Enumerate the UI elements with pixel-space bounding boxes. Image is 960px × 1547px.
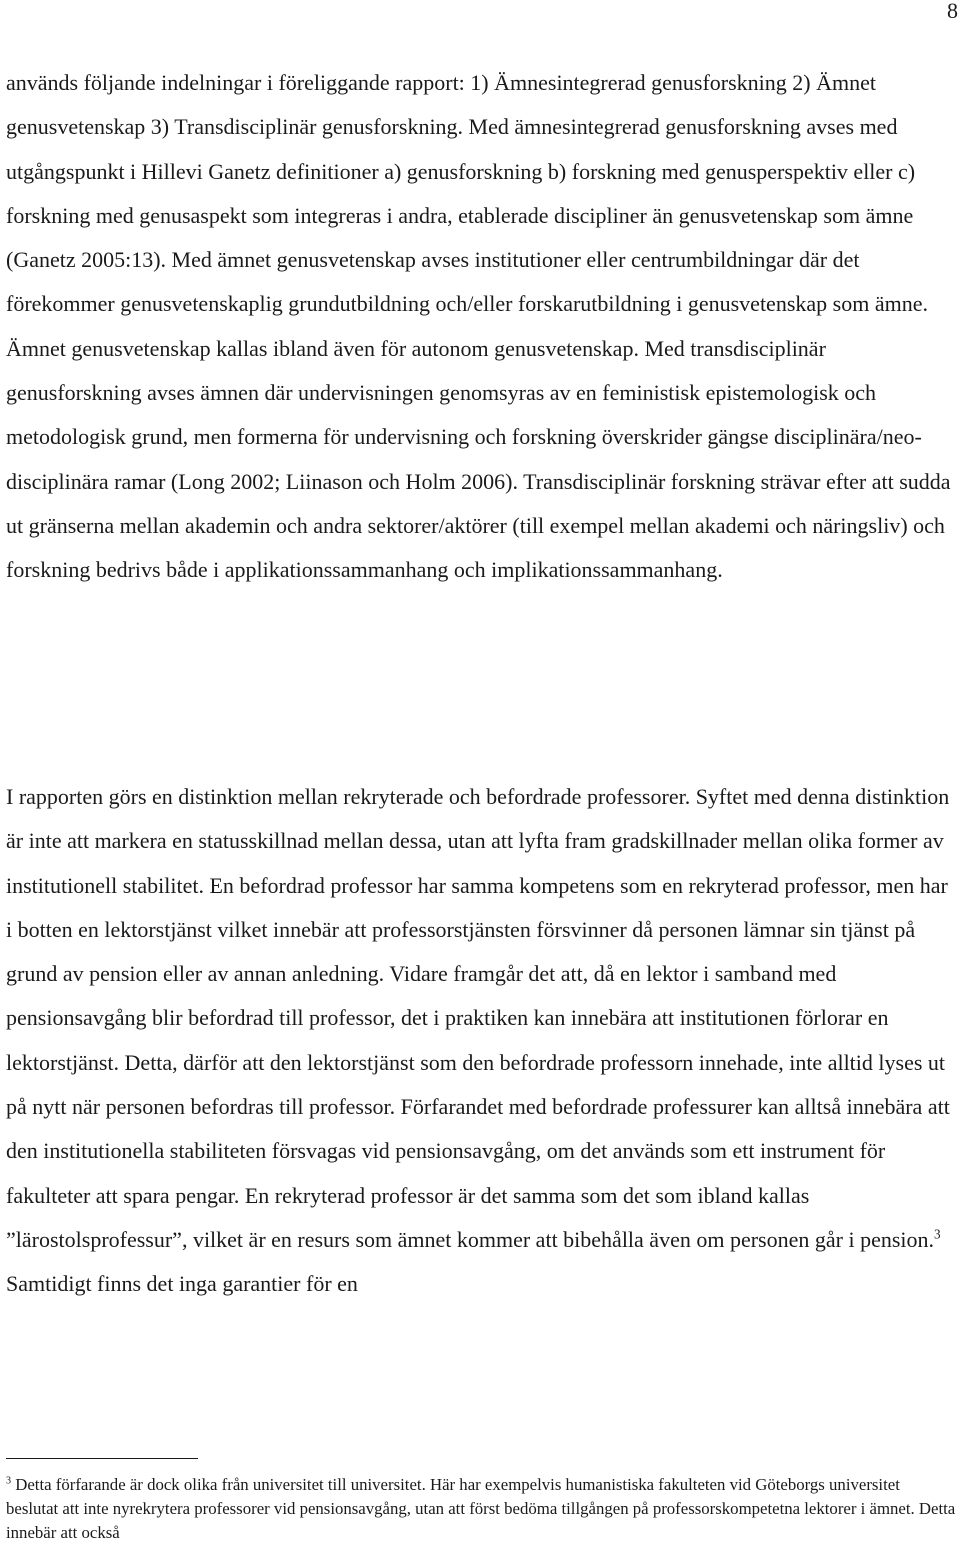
page-number: 8 — [947, 0, 958, 23]
footnote-text: Detta förfarande är dock olika från universitet till universitet. Här har exempelvis humanistiska fakulteten vid Göteborgs universitet beslutat att inte nyrekrytera professorer vid pensionsavgång, utan att först bedöma tillgången på professorskompetetna lektorer i ämnet. Detta innebär att också — [6, 1475, 956, 1542]
paragraph-text: I rapporten görs en distinktion mellan rekryterade och befordrade professorer. Syftet med denna distinktion är inte att markera en statusskillnad mellan dessa, utan att lyfta fram gradskillnader mellan olika former av institutionell stabilitet. En befordrad professor har samma kompetens som en rekryterad professor, men har i botten en lektorstjänst vilket innebär att professorstjänsten försvinner då personen lämnar sin tjänst på grund av pension eller av annan anledning. Vidare framgår det att, då en lektor i samband med pensionsavgång blir befordrad till professor, det i praktiken kan innebära att institutionen förlorar en lektorstjänst. Detta, därför att den lektorstjänst som den befordrade professorn innehade, inte alltid lyses ut på nytt när personen befordras till professor. Förfarandet med befordrade professurer kan alltså innebära att den institutionella stabiliteten försvagas vid pensionsavgång, om det används som ett instrument för fakulteter att spara pengar. En rekryterad professor är det samma som det som ibland kallas ”lärostolsprofessur”, vilket är en resurs som ämnet kommer att bibehålla även om personen går i pension. — [6, 784, 950, 1252]
paragraph-text-continued: Samtidigt finns det inga garantier för en — [6, 1271, 358, 1297]
footnote-separator — [6, 1458, 198, 1459]
footnote — [6, 1473, 956, 1545]
body-paragraph-2 — [6, 775, 956, 1307]
footnote-marker: 3 — [6, 1475, 12, 1487]
footnote-reference[interactable]: 3 — [934, 1226, 941, 1242]
body-paragraph-1 — [6, 61, 956, 593]
paragraph-text: används följande indelningar i föreliggande rapport: 1) Ämnesintegrerad genusforskning 2) Ämnet genusvetenskap 3) Transdisciplinär genusforskning. Med ämnesintegrerad genusforskning avses med utgångspunkt i Hillevi Ganetz definitioner a) genusforskning b) forskning med genusperspektiv eller c) forskning med genusaspekt som integreras i andra, etablerade discipliner än genusvetenskap som ämne (Ganetz 2005:13). Med ämnet genusvetenskap avses institutioner eller centrumbildningar där det förekommer genusvetenskaplig grundutbildning och/eller forskarutbildning i genusvetenskap som ämne. Ämnet genusvetenskap kallas ibland även för autonom genusvetenskap. Med transdisciplinär genusforskning avses ämnen där undervisningen genomsyras av en feministisk epistemologisk och metodologisk grund, men formerna för undervisning och forskning överskrider gängse disciplinära/neo-disciplinära ramar (Long 2002; Liinason och Holm 2006). Transdisciplinär forskning strävar efter att sudda ut gränserna mellan akademin och andra sektorer/aktörer (till exempel mellan akademi och näringsliv) och forskning bedrivs både i applikationssammanhang och implikationssammanhang. — [6, 70, 951, 583]
